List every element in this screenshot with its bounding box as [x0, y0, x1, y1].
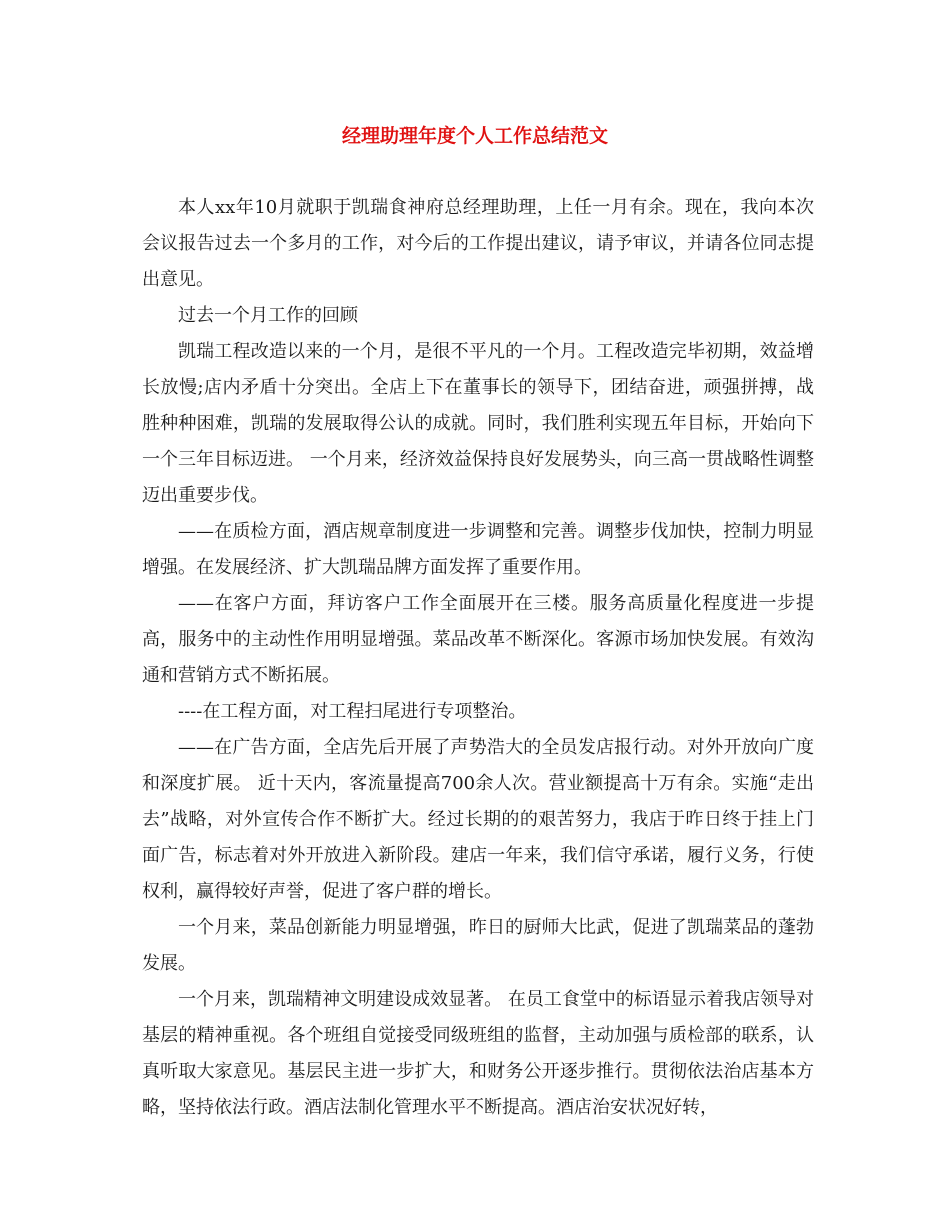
paragraph-quality-check: ——在质检方面，酒店规章制度进一步调整和完善。调整步伐加快，控制力明显增强。在发展经济、扩大凯瑞品牌方面发挥了重要作用。 [142, 521, 814, 578]
paragraph-culture: 一个月来，凯瑞精神文明建设成效显著。 在员工食堂中的标语显示着我店领导对基层的精神重视。各个班组自觉接受同级班组的监督，主动加强与质检部的联系，认真听取大家意见。基层民主进一步扩大，和财务公开逐步推行。贯彻依法治店基本方略，坚持依法行政。酒店法制化管理水平不断提高。酒店治安状况好转， [142, 989, 814, 1118]
paragraph-advertising: ——在广告方面，全店先后开展了声势浩大的全员发店报行动。对外开放向广度和深度扩展。 近十天内，客流量提高700余人次。营业额提高十万有余。实施“走出去”战略，对外宣传合作不断扩大。经过长期的的艰苦努力，我店于昨日终于挂上门面广告，标志着对外开放进入新阶段。建店一年来，我们信守承诺，履行义务，行使权利，赢得较好声誉，促进了客户群的增长。 [142, 737, 814, 902]
paragraph-engineering: ----在工程方面，对工程扫尾进行专项整治。 [178, 701, 527, 722]
document-body [142, 190, 814, 1126]
section-heading-review: 过去一个月工作的回顾 [178, 305, 358, 326]
document-title: 经理助理年度个人工作总结范文 [341, 125, 608, 147]
paragraph-overview: 凯瑞工程改造以来的一个月，是很不平凡的一个月。工程改造完毕初期，效益增长放慢;店内矛盾十分突出。全店上下在董事长的领导下，团结奋进，顽强拼搏，战胜种种困难，凯瑞的发展取得公认的成就。同时，我们胜利实现五年目标，开始向下一个三年目标迈进。 一个月来，经济效益保持良好发展势头，向三高一贯战略性调整迈出重要步伐。 [142, 341, 814, 506]
paragraph-dishes: 一个月来，菜品创新能力明显增强，昨日的厨师大比武，促进了凯瑞菜品的蓬勃发展。 [142, 917, 814, 974]
paragraph-intro: 本人xx年10月就职于凯瑞食神府总经理助理，上任一月有余。现在，我向本次会议报告过去一个多月的工作，对今后的工作提出建议，请予审议，并请各位同志提出意见。 [142, 197, 814, 290]
paragraph-customers: ——在客户方面，拜访客户工作全面展开在三楼。服务高质量化程度进一步提高，服务中的主动性作用明显增强。菜品改革不断深化。客源市场加快发展。有效沟通和营销方式不断拓展。 [142, 593, 814, 686]
